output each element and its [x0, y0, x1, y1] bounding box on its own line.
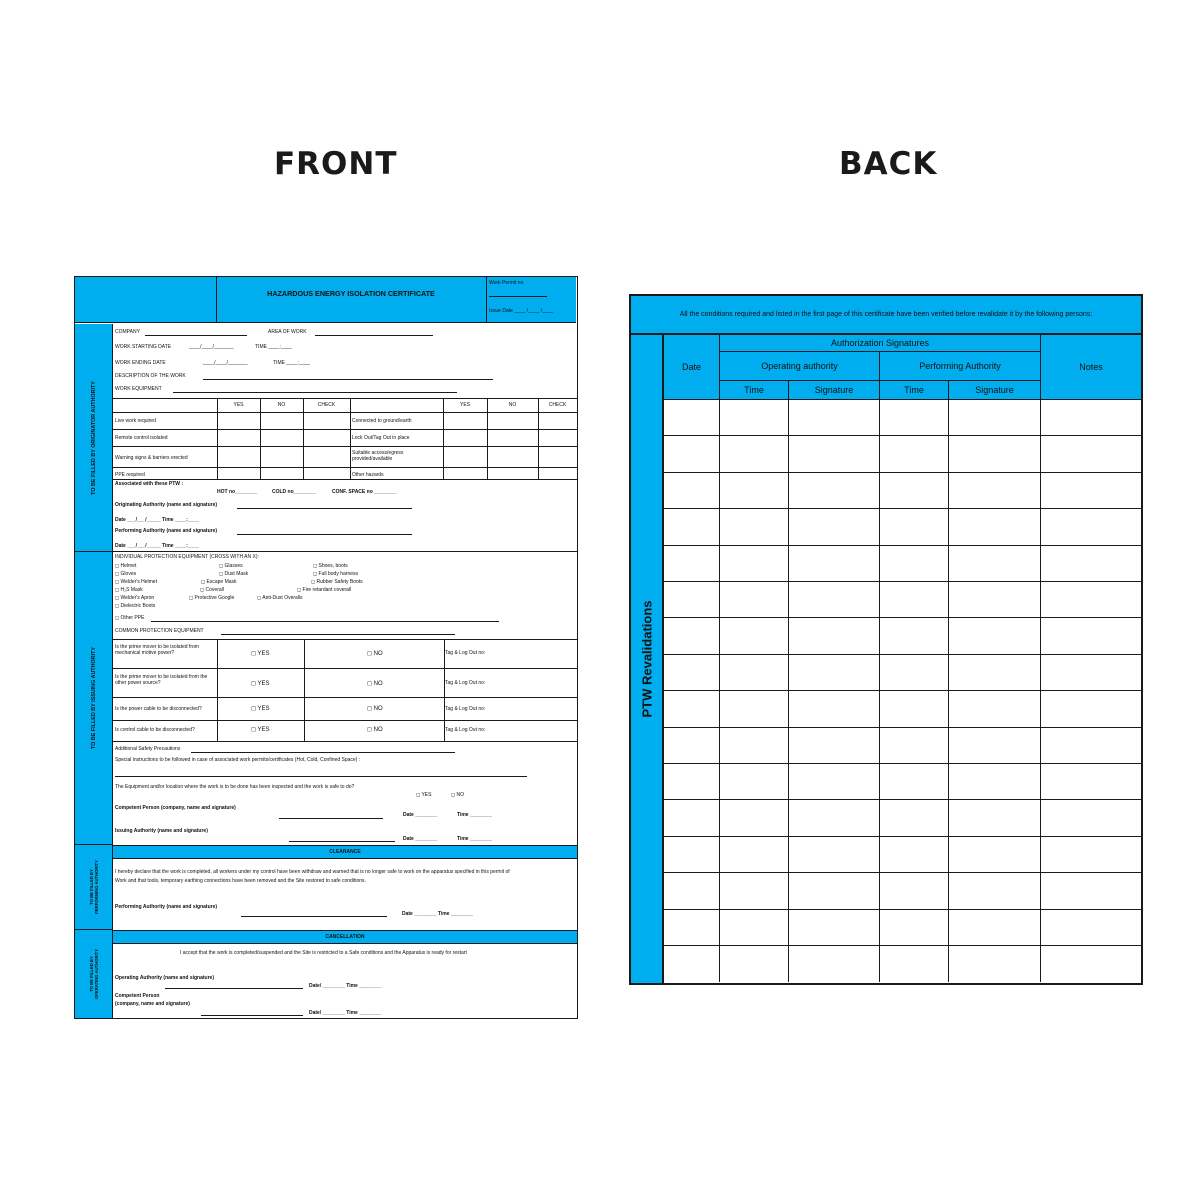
notes-cell[interactable] [1041, 582, 1141, 618]
isolation-question: Is the power cable to be disconnected? [115, 706, 202, 712]
isolation-no[interactable]: ◻ NO [367, 681, 383, 687]
special-instructions-label: Special instructions to be followed in case of associated work permits/certificates (Hot, Cold, Confined Space) : [115, 757, 361, 763]
start-date-label: WORK STARTING DATE [115, 344, 172, 350]
company-label: COMPANY [115, 329, 140, 335]
perf-signature-cell[interactable] [949, 509, 1041, 545]
perf-signature-cell[interactable] [949, 800, 1041, 836]
date-cell[interactable] [664, 400, 720, 436]
col-yes-left: YES [233, 402, 244, 408]
date-cell[interactable] [664, 546, 720, 582]
performing-authority-header: Performing Authority [880, 352, 1041, 381]
op-signature-cell[interactable] [789, 800, 880, 836]
issuing-authority-field[interactable] [289, 841, 395, 842]
perf-signature-cell[interactable] [949, 837, 1041, 873]
date-cell[interactable] [664, 910, 720, 946]
end-date-field[interactable]: ____/____/_______ [203, 360, 248, 366]
perf-time-cell[interactable] [880, 582, 949, 618]
perf-time-cell[interactable] [880, 691, 949, 727]
originating-authority-label: Originating Authority (name and signature) [115, 502, 218, 508]
date-cell[interactable] [664, 800, 720, 836]
competent-person-2-field[interactable] [201, 1015, 303, 1016]
competent-person-label: Competent Person (company, name and signature) [115, 805, 236, 811]
perf-time-cell[interactable] [880, 728, 949, 764]
inspected-label: The Equipment and/or location where the work is to be done has been inspected and the work is safe to do? [115, 784, 355, 790]
date-cell[interactable] [664, 473, 720, 509]
perf-signature-cell[interactable] [949, 873, 1041, 909]
op-signature-cell[interactable] [789, 655, 880, 691]
check-row-label: Live work required [115, 418, 156, 424]
perf-signature-cell[interactable] [949, 473, 1041, 509]
perf-time-cell[interactable] [880, 473, 949, 509]
date-cell[interactable] [664, 655, 720, 691]
op-time-cell[interactable] [720, 728, 789, 764]
clearance-date-time[interactable]: Date ________ Time ________ [402, 911, 474, 917]
col-perf-signature: Signature [949, 381, 1041, 400]
isolation-tag[interactable]: Tag & Log Out no: [445, 680, 486, 686]
cancellation-bar: CANCELLATION [113, 930, 577, 944]
notes-cell[interactable] [1041, 618, 1141, 654]
cold-field[interactable]: COLD no________ [272, 489, 316, 495]
additional-safety-label: Additional Safety Precautions [115, 746, 181, 752]
ppe-item[interactable]: ◻ Full body harness [313, 571, 359, 577]
op-signature-cell[interactable] [789, 764, 880, 800]
isolation-yes[interactable]: ◻ YES [251, 651, 270, 657]
op-time-cell[interactable] [720, 436, 789, 472]
op-time-cell[interactable] [720, 509, 789, 545]
op-time-cell[interactable] [720, 837, 789, 873]
performing-authority-label: Performing Authority (name and signature) [115, 528, 218, 534]
notes-cell[interactable] [1041, 764, 1141, 800]
col-perf-time: Time [880, 381, 949, 400]
isolation-yes[interactable]: ◻ YES [251, 727, 270, 733]
operating-authority-label: Operating Authority (name and signature) [115, 975, 214, 981]
conf-space-field[interactable]: CONF. SPACE no ________ [332, 489, 397, 495]
perf-time-cell[interactable] [880, 655, 949, 691]
notes-cell[interactable] [1041, 509, 1141, 545]
perf-signature-cell[interactable] [949, 436, 1041, 472]
notes-cell[interactable] [1041, 473, 1141, 509]
col-check-right: CHECK [548, 402, 567, 408]
ppe-item[interactable]: ◻ Glasses [219, 563, 243, 569]
assoc-label: Associated with these PTW : [115, 481, 184, 487]
originating-authority-field[interactable] [237, 508, 412, 509]
notes-cell[interactable] [1041, 728, 1141, 764]
competent-date-field[interactable]: Date ________ [403, 812, 438, 818]
notes-cell[interactable] [1041, 546, 1141, 582]
operating-authority-header: Operating authority [720, 352, 880, 381]
perf-time-cell[interactable] [880, 546, 949, 582]
op-time-cell[interactable] [720, 800, 789, 836]
competent-time-field[interactable]: Time ________ [457, 812, 493, 818]
equipment-label: WORK EQUIPMENT [115, 386, 162, 392]
competent-person-2-sub: (company, name and signature) [115, 1001, 190, 1007]
area-field[interactable] [315, 335, 433, 336]
operating-authority-field[interactable] [165, 988, 303, 989]
check-row-label: Remote control isolated [115, 435, 168, 441]
op-signature-cell[interactable] [789, 946, 880, 982]
op-signature-cell[interactable] [789, 873, 880, 909]
perf-time-cell[interactable] [880, 800, 949, 836]
special-instructions-field[interactable] [115, 776, 527, 777]
isolation-tag[interactable]: Tag & Log Out no: [445, 706, 486, 712]
clearance-text: Work and that tools, temporary earthing connections have been removed and the Site restored to safe conditions. [115, 878, 366, 884]
ppe-item[interactable]: ◻ Dielectric Boots [115, 603, 156, 609]
op-time-cell[interactable] [720, 473, 789, 509]
end-date-label: WORK ENDING DATE [115, 360, 166, 366]
permit-no-field[interactable] [489, 296, 547, 297]
op-time-cell[interactable] [720, 618, 789, 654]
common-protection-label: COMMON PROTECTION EQUIPMENT [115, 628, 204, 634]
permit-no-label: Work Permit no [489, 280, 524, 286]
op-signature-cell[interactable] [789, 582, 880, 618]
perf-time-cell[interactable] [880, 910, 949, 946]
perf-signature-cell[interactable] [949, 400, 1041, 436]
date-cell[interactable] [664, 582, 720, 618]
inspected-no[interactable]: ◻ NO [451, 792, 465, 798]
date-cell[interactable] [664, 837, 720, 873]
side-label-operating: TO BE FILLED BY OPERATING AUTHORITY [75, 930, 113, 1018]
ppe-item[interactable]: ◻ Welder's Helmet [115, 579, 157, 585]
side-label-performing: TO BE FILLED BY PERFORMING AUTHORITY [75, 845, 113, 930]
hot-field[interactable]: HOT no________ [217, 489, 258, 495]
ppe-item[interactable]: ◻ Welder's Apron [115, 595, 155, 601]
op-signature-cell[interactable] [789, 618, 880, 654]
op-signature-cell[interactable] [789, 910, 880, 946]
isolation-question: Is the prime mover to be isolated from mechanical motive power? [115, 644, 199, 656]
issue-date-field[interactable]: Issue Date ____ /____ /____ [489, 308, 554, 314]
date-cell[interactable] [664, 691, 720, 727]
col-check-left: CHECK [317, 402, 336, 408]
notes-cell[interactable] [1041, 837, 1141, 873]
notes-cell[interactable] [1041, 655, 1141, 691]
issuing-authority-label: Issuing Authority (name and signature) [115, 828, 208, 834]
company-field[interactable] [145, 335, 247, 336]
front-heading: FRONT [274, 146, 398, 182]
col-op-signature: Signature [789, 381, 880, 400]
ppe-item[interactable]: ◻ Shoes, boots [313, 563, 348, 569]
col-date: Date [664, 335, 720, 400]
op-time-cell[interactable] [720, 400, 789, 436]
op-signature-cell[interactable] [789, 837, 880, 873]
other-ppe-label[interactable]: ◻ Other PPE [115, 615, 145, 621]
perf-signature-cell[interactable] [949, 728, 1041, 764]
clearance-performing-label: Performing Authority (name and signature) [115, 904, 218, 910]
op-signature-cell[interactable] [789, 400, 880, 436]
authorization-signatures-header: Authorization Signatures [720, 335, 1041, 352]
check-row-label: Lock Out/Tag Out in place [352, 435, 410, 441]
perf-signature-cell[interactable] [949, 655, 1041, 691]
isolation-yes[interactable]: ◻ YES [251, 681, 270, 687]
ppe-item[interactable]: ◻ H₂S Mask [115, 587, 143, 593]
side-label-issuing: TO BE FILLED BY ISSUING AUTHORITY [75, 552, 113, 845]
ppe-item[interactable]: ◻ Helmet [115, 563, 137, 569]
isolation-no[interactable]: ◻ NO [367, 706, 383, 712]
perf-time-cell[interactable] [880, 509, 949, 545]
perf-signature-cell[interactable] [949, 691, 1041, 727]
perf-time-cell[interactable] [880, 618, 949, 654]
perf-signature-cell[interactable] [949, 618, 1041, 654]
date-cell[interactable] [664, 509, 720, 545]
competent-person-field[interactable] [279, 818, 383, 819]
notes-cell[interactable] [1041, 436, 1141, 472]
check-row-label: PPE required [115, 472, 145, 478]
side-label-originator: TO BE FILLED BY ORIGINATOR AUTHORITY [75, 324, 113, 552]
notes-cell[interactable] [1041, 946, 1141, 982]
cancellation-date-time[interactable]: Date/ ________ Time ________ [309, 983, 382, 989]
op-time-cell[interactable] [720, 691, 789, 727]
clearance-text: I hereby declare that the work is completed, all workers under my control have been withdraw and warned that is no longer safe to work on the apparatus specified in this permit of [115, 869, 510, 875]
cancellation-date-time-2[interactable]: Date/ ________ Time ________ [309, 1010, 382, 1016]
front-page [74, 276, 578, 1019]
op-time-cell[interactable] [720, 655, 789, 691]
certificate-title: HAZARDOUS ENERGY ISOLATION CERTIFICATE [267, 289, 435, 298]
ppe-item[interactable]: ◻ Dust Mask [219, 571, 249, 577]
ppe-title: INDIVIDUAL PROTECTION EQUIPMENT (CROSS WITH AN X): [115, 554, 259, 560]
perf-time-cell[interactable] [880, 873, 949, 909]
equipment-field[interactable] [173, 392, 457, 393]
ppe-item[interactable]: ◻ Protective Google [189, 595, 235, 601]
perf-time-cell[interactable] [880, 764, 949, 800]
cancellation-text: I accept that the work is completed/suspended and the Site is restricted to a Safe conditions and the Apparatus is ready for restart [180, 950, 467, 956]
other-ppe-field[interactable] [151, 621, 499, 622]
description-field[interactable] [203, 379, 493, 380]
date-cell[interactable] [664, 436, 720, 472]
col-op-time: Time [720, 381, 789, 400]
isolation-no[interactable]: ◻ NO [367, 727, 383, 733]
perf-time-cell[interactable] [880, 436, 949, 472]
notes-cell[interactable] [1041, 691, 1141, 727]
notes-cell[interactable] [1041, 800, 1141, 836]
perf-signature-cell[interactable] [949, 764, 1041, 800]
perf-time-cell[interactable] [880, 837, 949, 873]
isolation-question: Is control cable to be disconnected? [115, 727, 195, 733]
col-notes: Notes [1041, 335, 1141, 400]
notes-cell[interactable] [1041, 910, 1141, 946]
op-signature-cell[interactable] [789, 509, 880, 545]
perf-signature-cell[interactable] [949, 582, 1041, 618]
op-time-cell[interactable] [720, 582, 789, 618]
ppe-item[interactable]: ◻ Escape Mask [201, 579, 237, 585]
check-row-label: Connected to ground/earth [352, 418, 412, 424]
ppe-item[interactable]: ◻ Gloves [115, 571, 137, 577]
performing-authority-field[interactable] [237, 534, 412, 535]
date-cell[interactable] [664, 618, 720, 654]
perf-time-cell[interactable] [880, 946, 949, 982]
perf-signature-cell[interactable] [949, 546, 1041, 582]
isolation-yes[interactable]: ◻ YES [251, 706, 270, 712]
check-row-label: Warning signs & barriers erected [115, 455, 188, 461]
start-date-field[interactable]: ____/____/_______ [189, 344, 234, 350]
col-yes-right: YES [459, 402, 470, 408]
ppe-item[interactable]: ◻ Anti-Dust Overalls [257, 595, 303, 601]
originating-date-field[interactable]: Date ___/___/_____ Time ____:____ [115, 517, 199, 523]
additional-safety-field[interactable] [191, 752, 455, 753]
isolation-tag[interactable]: Tag & Log Out no: [445, 727, 486, 733]
clearance-performing-field[interactable] [241, 916, 387, 917]
perf-signature-cell[interactable] [949, 910, 1041, 946]
issuing-date-field[interactable]: Date ________ [403, 836, 438, 842]
perf-signature-cell[interactable] [949, 946, 1041, 982]
op-time-cell[interactable] [720, 910, 789, 946]
performing-date-field[interactable]: Date ___/___/_____ Time ____:____ [115, 543, 199, 549]
isolation-tag[interactable]: Tag & Log Out no: [445, 650, 486, 656]
common-protection-field[interactable] [221, 634, 455, 635]
date-cell[interactable] [664, 946, 720, 982]
date-cell[interactable] [664, 873, 720, 909]
front-header [75, 277, 576, 323]
back-page [629, 294, 1143, 985]
area-label: AREA OF WORK [268, 329, 307, 335]
col-no-right: NO [508, 402, 517, 408]
ppe-item[interactable]: ◻ Coverall [200, 587, 224, 593]
op-time-cell[interactable] [720, 873, 789, 909]
competent-person-2-label: Competent Person [115, 993, 160, 999]
end-time-field[interactable]: TIME ____:____ [273, 360, 310, 366]
notes-cell[interactable] [1041, 400, 1141, 436]
revalidation-statement: All the conditions required and listed in the first page of this certificate have been verified before revalidate it by the following persons: [631, 296, 1141, 335]
date-cell[interactable] [664, 764, 720, 800]
start-time-field[interactable]: TIME ____:____ [255, 344, 292, 350]
ptw-revalidations-label: PTW Revalidations [631, 335, 664, 983]
op-signature-cell[interactable] [789, 473, 880, 509]
op-time-cell[interactable] [720, 946, 789, 982]
check-row-label: Suitable access/egress provided/available [352, 450, 404, 462]
op-signature-cell[interactable] [789, 691, 880, 727]
ppe-item[interactable]: ◻ Fire retardant coverall [297, 587, 352, 593]
back-heading: BACK [839, 146, 938, 182]
date-cell[interactable] [664, 728, 720, 764]
perf-time-cell[interactable] [880, 400, 949, 436]
issuing-time-field[interactable]: Time ________ [457, 836, 493, 842]
op-time-cell[interactable] [720, 764, 789, 800]
clearance-bar: CLEARANCE [113, 845, 577, 859]
op-time-cell[interactable] [720, 546, 789, 582]
check-row-label: Other hazards [352, 472, 384, 478]
description-label: DESCRIPTION OF THE WORK [115, 373, 186, 379]
op-signature-cell[interactable] [789, 546, 880, 582]
isolation-question: Is the prime mover to be isolated from the other power source? [115, 674, 208, 686]
op-signature-cell[interactable] [789, 728, 880, 764]
op-signature-cell[interactable] [789, 436, 880, 472]
col-no-left: NO [277, 402, 286, 408]
inspected-yes[interactable]: ◻ YES [416, 792, 432, 798]
ppe-item[interactable]: ◻ Rubber Safety Boots [311, 579, 363, 585]
isolation-no[interactable]: ◻ NO [367, 651, 383, 657]
notes-cell[interactable] [1041, 873, 1141, 909]
